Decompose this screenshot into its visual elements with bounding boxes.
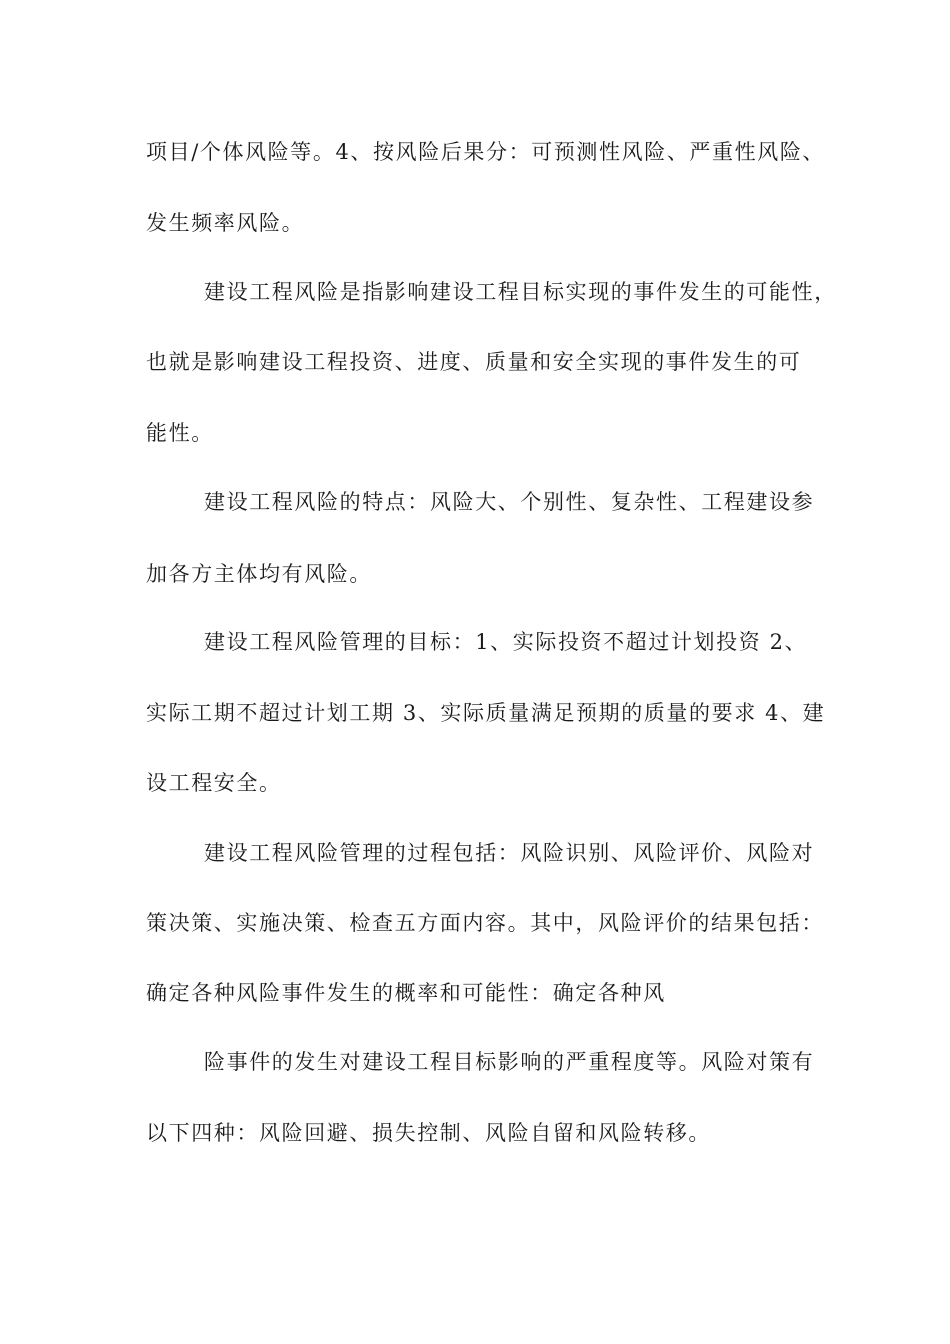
paragraph-line: 能性。 xyxy=(146,421,214,445)
paragraph-line: 险事件的发生对建设工程目标影响的严重程度等。风险对策有 xyxy=(204,1050,815,1074)
paragraph-line: 也就是影响建设工程投资、进度、质量和安全实现的事件发生的可 xyxy=(146,350,802,374)
paragraph-line: 设工程安全。 xyxy=(146,771,282,795)
paragraph-line: 以下四种：风险回避、损失控制、风险自留和风险转移。 xyxy=(146,1121,711,1145)
paragraph-line: 建设工程风险是指影响建设工程目标实现的事件发生的可能性， xyxy=(204,280,837,304)
paragraph-line: 建设工程风险的特点：风险大、个别性、复杂性、工程建设参 xyxy=(204,490,815,514)
paragraph-line: 项目/个体风险等。4、按风险后果分：可预测性风险、严重性风险、 xyxy=(146,140,826,164)
paragraph-line: 实际工期不超过计划工期 3、实际质量满足预期的质量的要求 4、建 xyxy=(146,701,826,725)
paragraph-line: 发生频率风险。 xyxy=(146,211,305,235)
paragraph-line: 加各方主体均有风险。 xyxy=(146,562,372,586)
paragraph-line: 建设工程风险管理的目标：1、实际投资不超过计划投资 2、 xyxy=(204,630,808,654)
paragraph-line: 确定各种风险事件发生的概率和可能性：确定各种风 xyxy=(146,981,666,1005)
paragraph-line: 建设工程风险管理的过程包括：风险识别、风险评价、风险对 xyxy=(204,841,815,865)
paragraph-line: 策决策、实施决策、检查五方面内容。其中，风险评价的结果包括： xyxy=(146,911,824,935)
